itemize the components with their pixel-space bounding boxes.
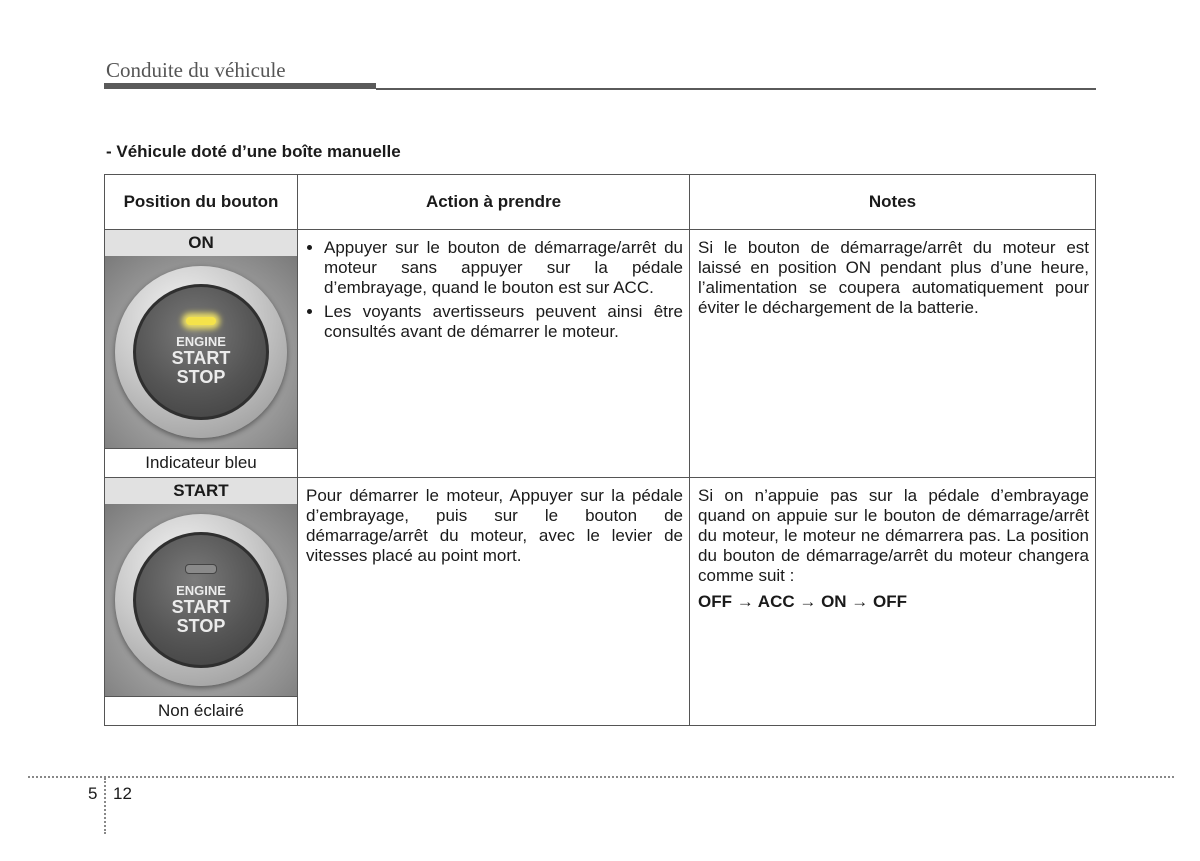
engine-button-face xyxy=(133,532,269,668)
notes-text-on: Si le bouton de démarrage/arrêt du moteur est laissé en position ON pendant plus d’une heure, l’alimentation se coupera automatiquement pour éviter le déchargement de la batterie. xyxy=(698,238,1089,317)
notes-cell-start xyxy=(690,478,1096,726)
indicator-lamp-icon xyxy=(186,317,216,325)
engine-button-bezel xyxy=(115,266,287,438)
indicator-lamp-icon xyxy=(185,564,217,574)
action-cell-start xyxy=(298,478,690,726)
table-header-row xyxy=(105,175,1096,230)
action-text-start: Pour démarrer le moteur, Appuyer sur la pédale d’embrayage, puis sur le bouton de démarrage/arrêt du moteur, avec le levier de vitesses placé au point mort. xyxy=(306,486,683,565)
position-cell-on xyxy=(105,230,298,478)
engine-button-image-start xyxy=(105,504,297,696)
header-position: Position du bouton xyxy=(105,175,298,230)
button-text-start: START xyxy=(171,347,231,368)
engine-button-image-on xyxy=(105,256,297,448)
action-item: • Appuyer sur le bouton de démarrage/arrêt du moteur sans appuyer sur la pédale d’embrayage, quand le bouton est sur ACC. xyxy=(324,238,683,298)
engine-button-bezel xyxy=(115,514,287,686)
button-text-stop: STOP xyxy=(176,615,226,636)
table-row-on xyxy=(105,230,1096,478)
engine-button-face xyxy=(133,284,269,420)
header-notes: Notes xyxy=(690,175,1096,230)
footer-dotted-rule xyxy=(28,776,1174,778)
button-text-engine: ENGINE xyxy=(176,334,226,350)
chapter-number: 5 xyxy=(88,784,98,803)
position-cell-start xyxy=(105,478,298,726)
action-list-on xyxy=(306,238,683,342)
action-cell-on xyxy=(298,230,690,478)
section-title: - Véhicule doté d’une boîte manuelle xyxy=(106,142,401,161)
footer-dotted-divider xyxy=(104,778,106,834)
position-sequence: OFF → ACC → ON → OFF xyxy=(698,592,908,611)
button-text-stop: STOP xyxy=(176,366,226,387)
page-number: 12 xyxy=(113,784,132,803)
position-label-on: ON xyxy=(105,230,297,256)
running-title: Conduite du véhicule xyxy=(106,58,286,82)
position-label-start: START xyxy=(105,478,297,504)
position-caption-start: Non éclairé xyxy=(105,696,297,725)
header-action: Action à prendre xyxy=(298,175,690,230)
notes-cell-on xyxy=(690,230,1096,478)
header-rule-thick xyxy=(104,83,376,89)
table-row-start xyxy=(105,478,1096,726)
button-text-engine: ENGINE xyxy=(176,583,226,599)
header-rule-thin xyxy=(376,88,1096,90)
button-position-table xyxy=(104,174,1096,726)
action-item: • Les voyants avertisseurs peuvent ainsi être consultés avant de démarrer le moteur. xyxy=(324,302,683,342)
button-text-start: START xyxy=(171,596,231,617)
position-caption-on: Indicateur bleu xyxy=(105,448,297,477)
notes-text-start: Si on n’appuie pas sur la pédale d’embrayage quand on appuie sur le bouton de démarrage/arrêt du moteur, le moteur ne démarrera pas. La position du bouton de démarrage/arrêt du moteur changera comme suit : xyxy=(698,486,1089,585)
